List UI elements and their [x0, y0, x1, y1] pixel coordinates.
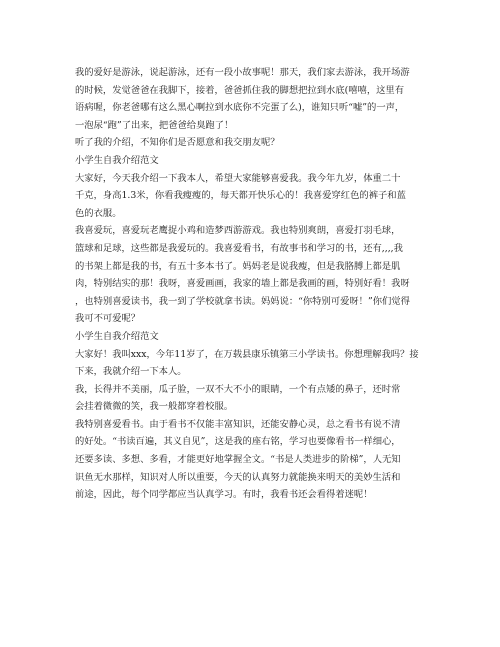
text-line: 我特别喜爱看书。由于看书不仅能丰富知识，还能安静心灵，总之看书有说不清: [75, 418, 401, 430]
text-line: 我喜爱玩，喜爱玩老鹰捉小鸡和造梦西游游戏。我也特别爽朗，喜爱打羽毛球，: [75, 225, 401, 237]
text-line: 篮球和足球，这些都是我爱玩的。我喜爱看书，有故事书和学习的书，还有,,,,我: [75, 242, 403, 254]
text-line: 大家好！我叫xxx，今年11岁了，在万载县康乐镇第三小学读书。你想理解我吗？接: [75, 348, 419, 360]
text-line: 识鱼无水那样，知识对人所以重要，今天的认真努力就能换来明天的美妙生活和: [75, 471, 401, 483]
section-heading: 小学生自我介绍范文: [75, 154, 159, 166]
section-heading: 小学生自我介绍范文: [75, 330, 159, 342]
text-line: 我的爱好是游泳，说起游泳，还有一段小故事呢！那天，我们家去游泳，我开场游: [75, 67, 410, 78]
text-line: 的好处。“书读百遍，其义自见”，这是我的座右铭，学习也要像看书一样细心，: [75, 436, 401, 448]
text-line: 的书架上都是我的书，有五十多本书了。妈妈老是说我瘦，但是我胳膊上都是肌: [75, 260, 401, 272]
text-line: 我，长得并不美丽，瓜子脸，一双不大不小的眼睛，一个有点矮的鼻子，还时常: [75, 383, 401, 395]
text-line: 大家好，今天我介绍一下我本人，希望大家能够喜爱我。我今年九岁，体重二十: [75, 172, 401, 184]
text-line: 我可不可爱呢？: [75, 313, 141, 325]
text-line: 还要多读、多想、多看，才能更好地掌握全文。“书是人类进步的阶梯”，人无知: [75, 454, 401, 466]
text-line: ，也特别喜爱读书，我一到了学校就拿书读。妈妈说：“你特别可爱呀！”你们觉得: [75, 295, 410, 307]
text-line: 听了我的介绍，不知你们是否愿意和我交朋友呢？: [75, 137, 280, 149]
document-page: [75, 64, 431, 504]
text-line: 下来，我就介绍一下本人。: [75, 366, 187, 378]
text-line: 色的衣服。: [75, 207, 122, 219]
text-line: 肉，特别结实的那！我呀，喜爱画画，我家的墙上都是我画的画，特别好看！我呀: [75, 278, 410, 290]
text-line: 前途，因此，每个同学都应当认真学习。有时，我看书还会看得着迷呢！: [75, 489, 373, 501]
text-line: 一泡尿“跑”了出来，把爸爸给臭跑了！: [75, 119, 234, 131]
text-line: 语病喔，你老爸哪有这么黑心啊拉到水底你不完蛋了么)，谁知只听“嘘”的一声，: [75, 102, 405, 114]
text-line: 会挂着微微的笑，我一般都穿着校服。: [75, 401, 234, 413]
text-line: 的时候，发觉爸爸在我脚下，接着，爸爸抓住我的脚想把拉到水底(嘻嘻，这里有: [75, 84, 405, 96]
text-line: 千克，身高1.3米，你看我瘦瘦的，每天都开快乐心的！我喜爱穿红色的裤子和蓝: [75, 190, 406, 202]
